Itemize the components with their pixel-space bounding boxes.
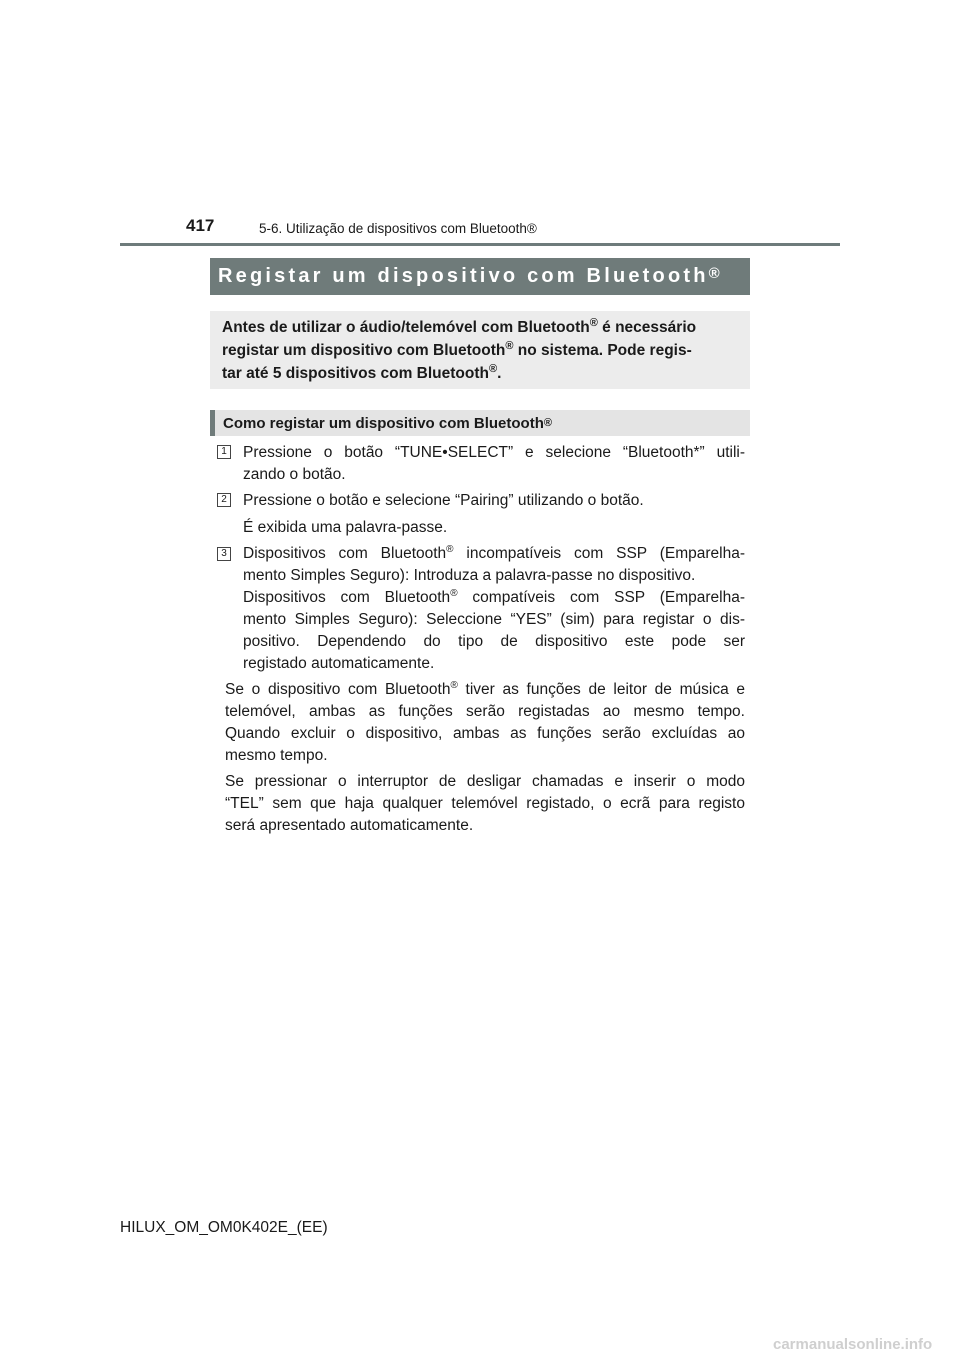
intro-line-1: Antes de utilizar o áudio/telemóvel com Bluetooth® é necessário (222, 316, 697, 336)
note-1-line-1: Se o dispositivo com Bluetooth® tiver as funções de leitor de música e (225, 679, 746, 698)
step-1-line-1: Pressione o botão “TUNE•SELECT” e selecione “Bluetooth*” utili- (243, 444, 745, 461)
intro-box (210, 311, 750, 389)
subheading-text: Como registar um dispositivo com Bluetooth (223, 414, 544, 432)
step-3-line-3: Dispositivos com Bluetooth® compatíveis com SSP (Emparelha- (243, 587, 745, 606)
intro-line-3: tar até 5 dispositivos com Bluetooth®. (222, 362, 502, 382)
note-2-text (225, 771, 745, 837)
note-2-line-3: será apresentado automaticamente. (225, 817, 474, 834)
note-1-text (225, 679, 745, 767)
note-2-line-2: “TEL” sem que haja qualquer telemóvel registado, o ecrã para registo (225, 795, 745, 812)
step-1-line-2: zando o botão. (243, 466, 346, 483)
step-3-line-6: registado automaticamente. (243, 655, 435, 672)
step-1-text (243, 442, 745, 486)
document-code: HILUX_OM_OM0K402E_(EE) (120, 1219, 328, 1236)
step-number-box: 3 (217, 547, 231, 561)
step-3-line-4: mento Simples Seguro): Seleccione “YES” (sim) para registar o dis- (243, 611, 745, 628)
section-header: 5-6. Utilização de dispositivos com Bluetooth® (259, 221, 537, 236)
step-number-box: 2 (217, 493, 231, 507)
step-2-line-2: É exibida uma palavra-passe. (243, 519, 448, 536)
step-2-line-1: Pressione o botão e selecione “Pairing” utilizando o botão. (243, 492, 644, 509)
section-title: Registar um dispositivo com Bluetooth ® (210, 258, 750, 295)
step-2-text (243, 490, 745, 539)
step-number-box: 1 (217, 445, 231, 459)
section-title-text: Registar um dispositivo com Bluetooth (218, 265, 709, 287)
step-3-text (243, 543, 745, 675)
note-1-line-2: telemóvel, ambas as funções serão registadas ao mesmo tempo. (225, 703, 745, 720)
note-1-line-4: mesmo tempo. (225, 747, 328, 764)
header-rule (120, 243, 840, 246)
step-3-line-2: mento Simples Seguro): Introduza a palavra-passe no dispositivo. (243, 567, 696, 584)
step-3-line-5: positivo. Dependendo do tipo de dispositivo este pode ser (243, 633, 745, 650)
page-number: 417 (186, 216, 215, 235)
subheading: Como registar um dispositivo com Bluetooth ® (210, 410, 750, 436)
step-3-line-1: Dispositivos com Bluetooth® incompatíveis com SSP (Emparelha- (243, 543, 745, 562)
note-1-line-3: Quando excluir o dispositivo, ambas as funções serão excluídas ao (225, 725, 745, 742)
intro-line-2: registar um dispositivo com Bluetooth® no sistema. Pode regis- (222, 339, 692, 359)
note-2-line-1: Se pressionar o interruptor de desligar chamadas e inserir o modo (225, 773, 745, 790)
watermark: carmanualsonline.info (773, 1336, 933, 1353)
